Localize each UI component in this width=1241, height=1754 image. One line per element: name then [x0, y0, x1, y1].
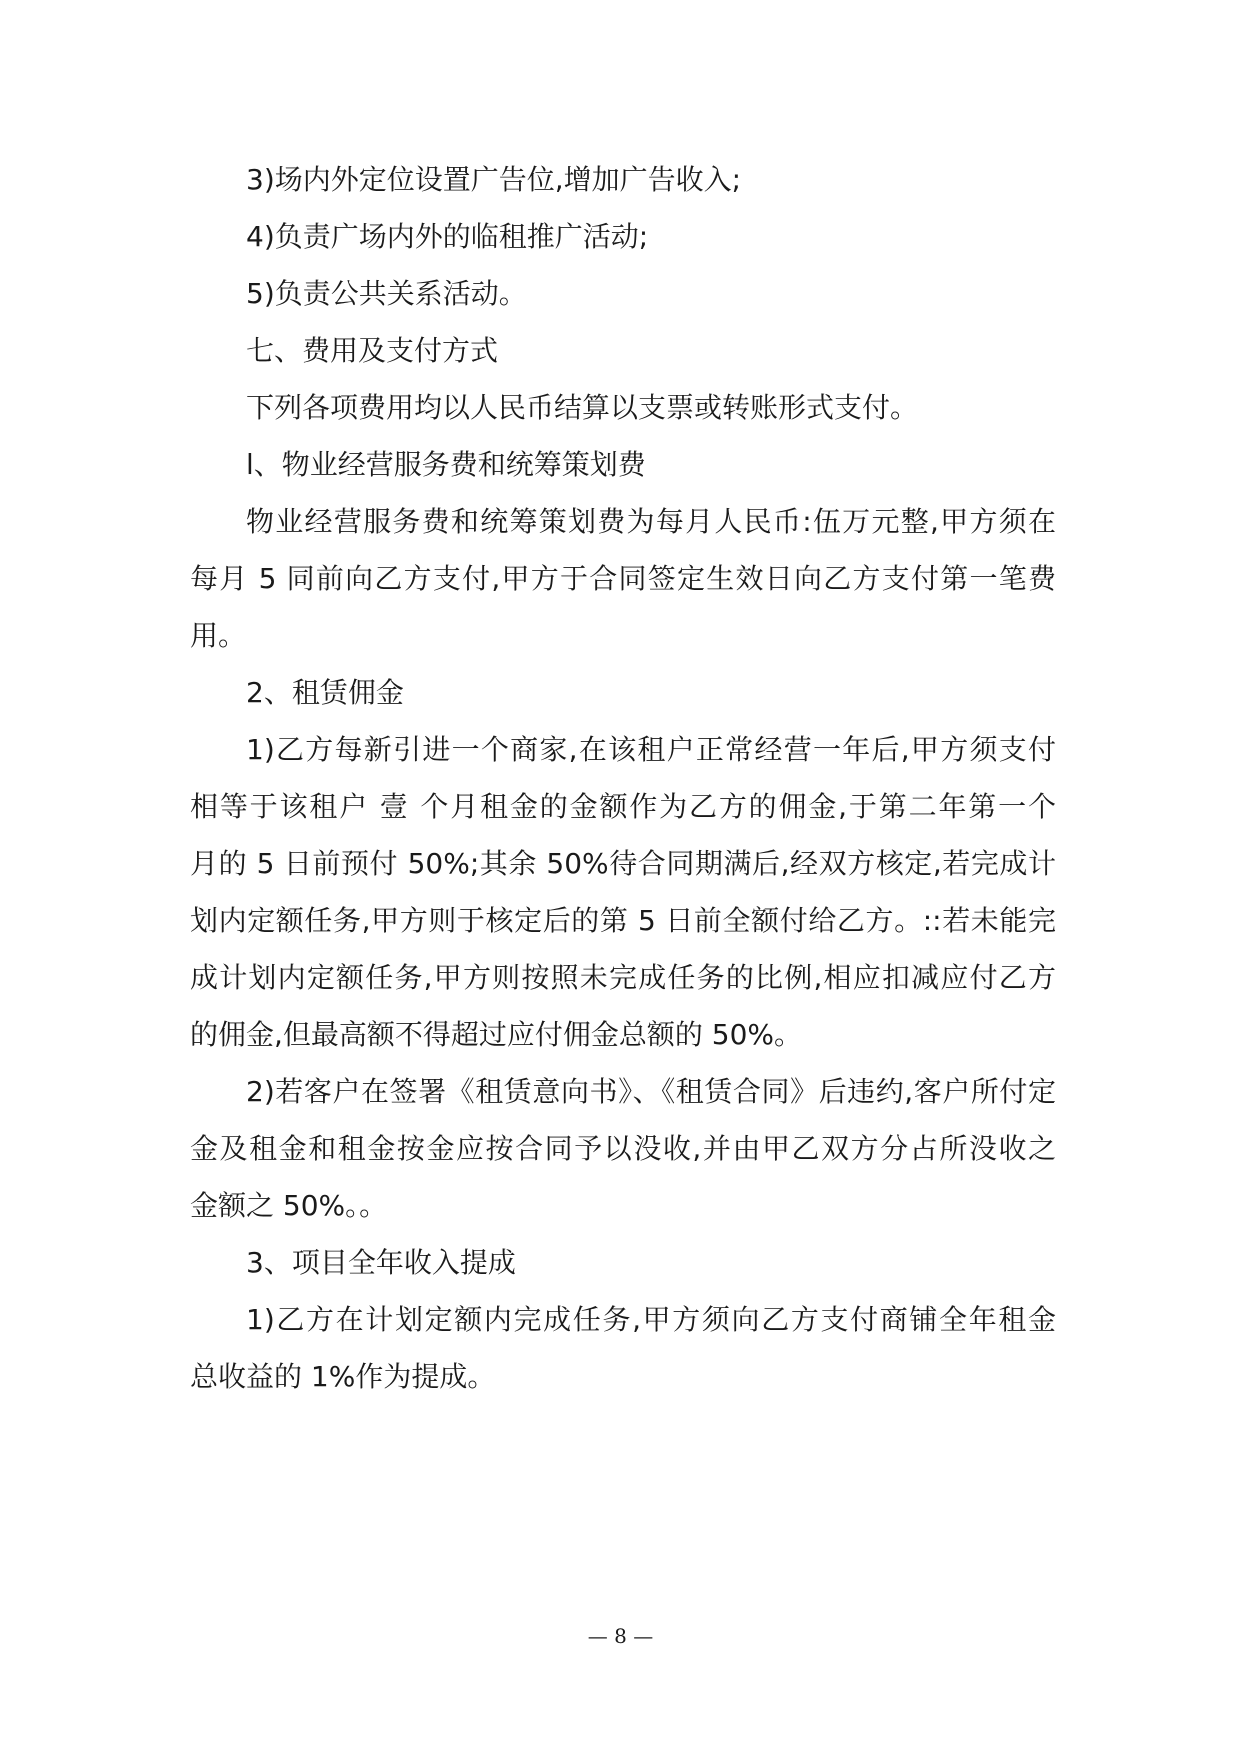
paragraph-line: 2)若客户在签署《租赁意向书》、《租赁合同》后违约,客户所付定	[246, 1075, 1056, 1108]
list-item-promotion: 4)负责广场内外的临租推广活动;	[246, 220, 649, 253]
paragraph-line: 每月 5 同前向乙方支付,甲方于合同签定生效日向乙方支付第一笔费	[190, 562, 1056, 595]
list-item-ads: 3)场内外定位设置广告位,增加广告收入;	[246, 163, 742, 196]
paragraph-line: 划内定额任务,甲方则于核定后的第 5 日前全额付给乙方。::若未能完	[190, 904, 1056, 937]
paragraph-line: 成计划内定额任务,甲方则按照未完成任务的比例,相应扣减应付乙方	[190, 961, 1056, 994]
paragraph-line: 用。	[190, 619, 247, 652]
subheading-commission: 2、租赁佣金	[246, 676, 404, 709]
subheading-annual-income: 3、项目全年收入提成	[246, 1246, 516, 1279]
paragraph-line: 物业经营服务费和统筹策划费为每月人民币:伍万元整,甲方须在	[246, 505, 1056, 538]
paragraph-payment-note: 下列各项费用均以人民币结算以支票或转账形式支付。	[246, 391, 919, 424]
paragraph-line: 1)乙方在计划定额内完成任务,甲方须向乙方支付商铺全年租金	[246, 1303, 1056, 1336]
paragraph-line: 金额之 50%。。	[190, 1189, 388, 1222]
paragraph-line: 月的 5 日前预付 50%;其余 50%待合同期满后,经双方核定,若完成计	[190, 847, 1056, 880]
paragraph-line: 的佣金,但最高额不得超过应付佣金总额的 50%。	[190, 1018, 803, 1051]
paragraph-line: 相等于该租户 壹 个月租金的金额作为乙方的佣金,于第二年第一个	[190, 790, 1056, 823]
subheading-service-fee: l、物业经营服务费和统筹策划费	[246, 448, 646, 481]
section-heading-fees: 七、费用及支付方式	[246, 334, 499, 367]
list-item-public-relations: 5)负责公共关系活动。	[246, 277, 527, 310]
paragraph-line: 1)乙方每新引进一个商家,在该租户正常经营一年后,甲方须支付	[246, 733, 1056, 766]
paragraph-line: 金及租金和租金按金应按合同予以没收,并由甲乙双方分占所没收之	[190, 1132, 1056, 1165]
page-number: — 8 —	[587, 1624, 654, 1648]
paragraph-line: 总收益的 1%作为提成。	[190, 1360, 496, 1393]
